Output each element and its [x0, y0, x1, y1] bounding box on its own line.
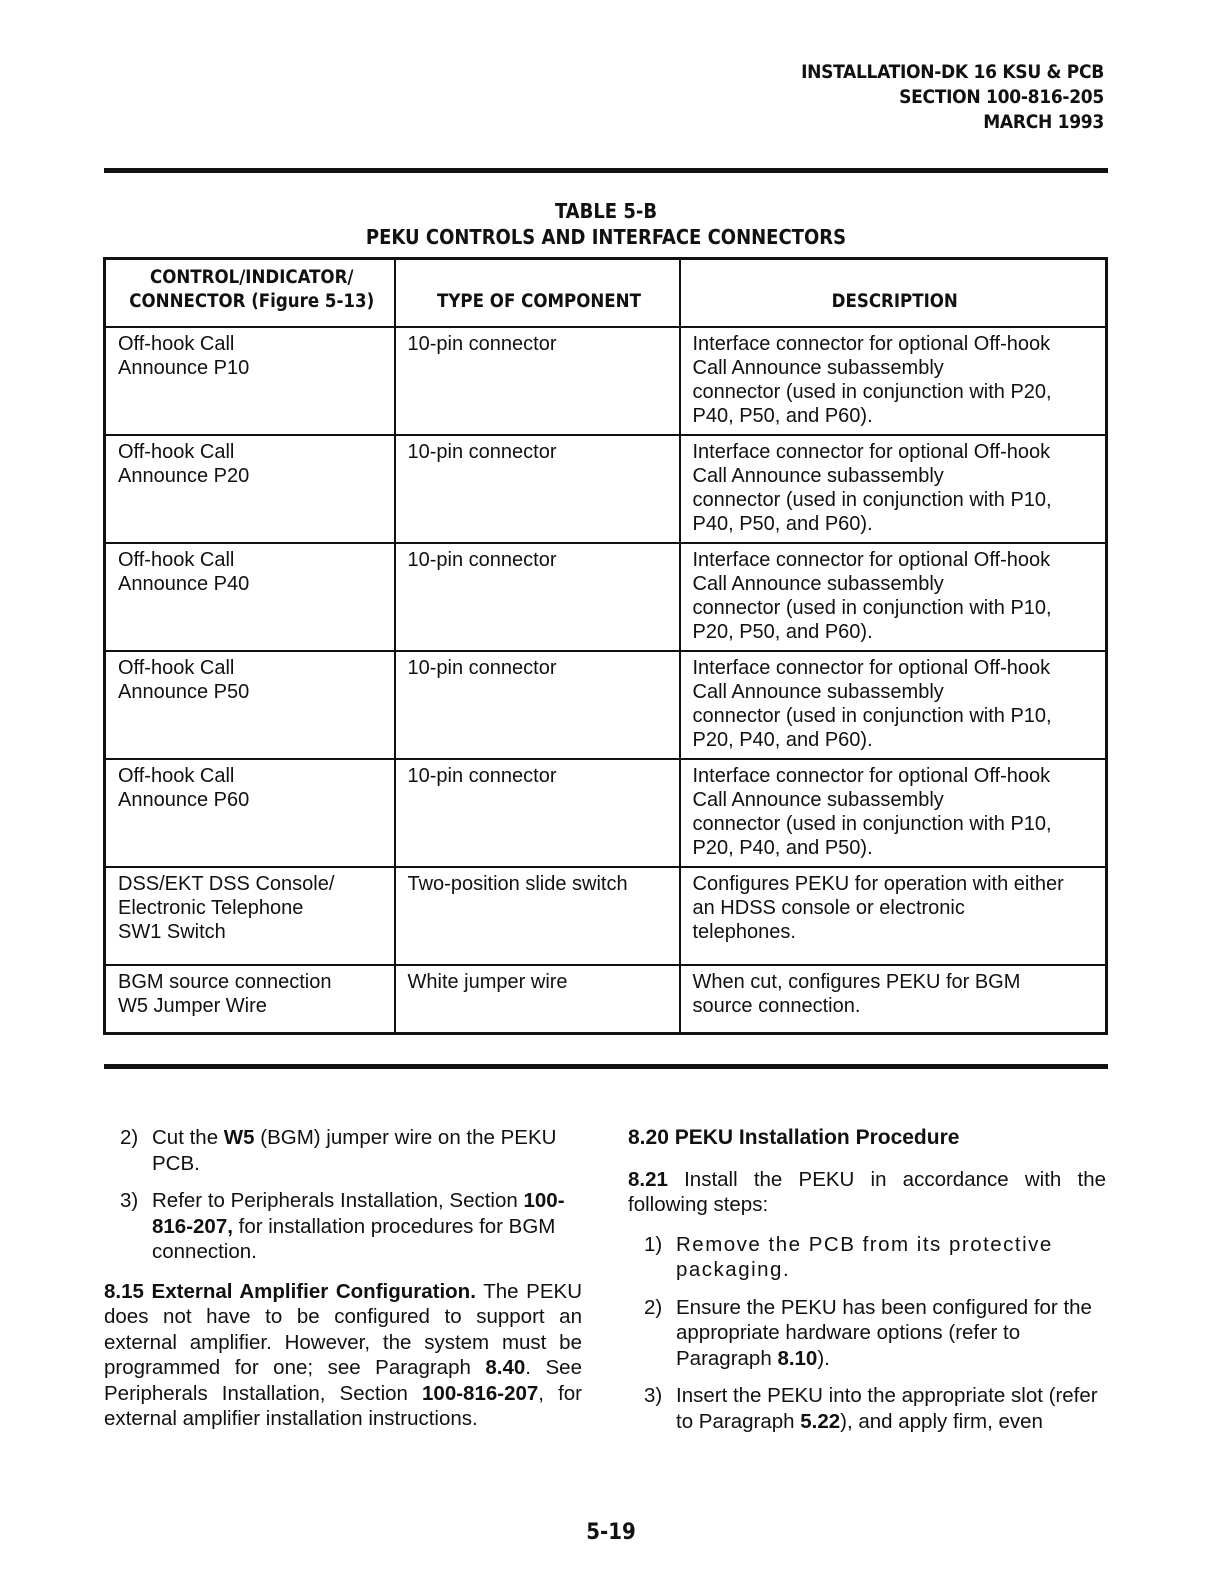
- paragraph-ref: 100-816-207: [422, 1381, 539, 1405]
- step-text: ), and apply firm, even: [840, 1409, 1043, 1433]
- header-date: MARCH 1993: [983, 111, 1104, 133]
- table-caption: [104, 198, 1108, 250]
- column-header-type: TYPE OF COMPONENT: [395, 259, 680, 328]
- description-cell: [680, 867, 1107, 965]
- control-cell: [105, 435, 395, 543]
- type-cell: 10-pin connector: [395, 435, 680, 543]
- control-line: Announce P50: [118, 681, 250, 703]
- control-line: Announce P20: [118, 465, 250, 487]
- step-text: Cut the: [152, 1126, 224, 1149]
- control-cell: [105, 327, 395, 435]
- step-text: Insert the PEKU into the appropriate slot (refer to Paragraph: [676, 1384, 1098, 1433]
- control-line: Electronic Telephone: [118, 897, 304, 919]
- type-cell: 10-pin connector: [395, 651, 680, 759]
- header-title: INSTALLATION-DK 16 KSU & PCB: [801, 61, 1104, 83]
- step-text: Refer to Peripherals Installation, Section: [152, 1189, 524, 1212]
- control-line: Off-hook Call: [118, 657, 235, 679]
- step-ref: W5: [223, 1126, 255, 1149]
- paragraph-text: , for external amplifier installation instructions.: [104, 1381, 582, 1430]
- type-cell: White jumper wire: [395, 965, 680, 1034]
- step-ref: 8.10: [777, 1346, 818, 1370]
- page-number: 5-19: [586, 1520, 636, 1545]
- step-number: 3): [120, 1189, 139, 1212]
- step-ref: 100-816-207,: [152, 1189, 565, 1238]
- table-row: [105, 651, 1107, 759]
- section-heading: 8.20 PEKU Installation Procedure: [628, 1126, 960, 1149]
- type-cell: Two-position slide switch: [395, 867, 680, 965]
- description-line: telephones.: [692, 921, 796, 943]
- control-line: Off-hook Call: [118, 441, 235, 463]
- control-line: Off-hook Call: [118, 765, 235, 787]
- description-line: connector (used in conjunction with P20,: [692, 381, 1052, 403]
- step-number: 2): [644, 1295, 663, 1319]
- paragraph-heading: 8.15 External Amplifier Configuration.: [104, 1279, 476, 1303]
- table-row: [105, 867, 1107, 965]
- description-line: When cut, configures PEKU for BGM: [692, 971, 1021, 993]
- list-item: [628, 1295, 1106, 1372]
- description-line: connector (used in conjunction with P10,: [692, 489, 1052, 511]
- description-line: Interface connector for optional Off-hook: [692, 333, 1051, 355]
- step-number: 2): [120, 1126, 139, 1149]
- left-column: [104, 1125, 582, 1432]
- table-header-row: [105, 259, 1107, 328]
- paragraph-text: Install the PEKU in accordance with the following steps:: [628, 1167, 1106, 1216]
- list-item: [628, 1383, 1106, 1434]
- control-line: Announce P40: [118, 573, 250, 595]
- step-number: 1): [644, 1232, 663, 1256]
- description-line: an HDSS console or electronic: [692, 897, 965, 919]
- control-line: Off-hook Call: [118, 549, 235, 571]
- table-row: [105, 327, 1107, 435]
- control-line: SW1 Switch: [118, 921, 226, 943]
- description-cell: [680, 543, 1107, 651]
- description-line: P20, P40, and P60).: [692, 729, 873, 751]
- step-text: Remove the PCB from its protective packaging.: [676, 1232, 1053, 1281]
- step-ref: 5.22: [800, 1409, 841, 1433]
- control-line: DSS/EKT DSS Console/: [118, 873, 335, 895]
- step-text: (BGM) jumper wire on the PEKU PCB.: [152, 1126, 557, 1175]
- table-subtitle: PEKU CONTROLS AND INTERFACE CONNECTORS: [365, 225, 847, 249]
- paragraph-8-15: [104, 1279, 582, 1432]
- column-header-control: [105, 259, 395, 328]
- description-line: Call Announce subassembly: [692, 357, 944, 379]
- bottom-divider: [104, 1064, 1108, 1069]
- control-line: Announce P60: [118, 789, 250, 811]
- table-row: [105, 543, 1107, 651]
- type-cell: 10-pin connector: [395, 543, 680, 651]
- peku-controls-table: [103, 257, 1108, 1035]
- control-line: Off-hook Call: [118, 333, 235, 355]
- description-line: connector (used in conjunction with P10,: [692, 813, 1052, 835]
- table-row: [105, 435, 1107, 543]
- description-cell: [680, 435, 1107, 543]
- description-cell: [680, 651, 1107, 759]
- description-line: Call Announce subassembly: [692, 789, 944, 811]
- description-line: P40, P50, and P60).: [692, 513, 873, 535]
- column-header-control-line1: CONTROL/INDICATOR/: [150, 267, 354, 288]
- column-header-description: DESCRIPTION: [680, 259, 1107, 328]
- step-text: ).: [817, 1346, 830, 1370]
- description-line: P40, P50, and P60).: [692, 405, 873, 427]
- table-row: [105, 759, 1107, 867]
- description-line: source connection.: [692, 995, 861, 1017]
- control-cell: [105, 543, 395, 651]
- control-cell: [105, 965, 395, 1034]
- step-text: Ensure the PEKU has been configured for the appropriate hardware options (refer to Paragraph: [676, 1295, 1092, 1370]
- description-line: P20, P50, and P60).: [692, 621, 873, 643]
- description-cell: [680, 759, 1107, 867]
- description-line: Configures PEKU for operation with either: [692, 873, 1064, 895]
- table-row: [105, 965, 1107, 1034]
- list-item: [104, 1125, 582, 1176]
- type-cell: 10-pin connector: [395, 327, 680, 435]
- list-item: [104, 1188, 582, 1265]
- description-line: P20, P40, and P50).: [692, 837, 873, 859]
- description-line: Call Announce subassembly: [692, 681, 944, 703]
- page-header: [801, 60, 1104, 135]
- description-line: Call Announce subassembly: [692, 573, 944, 595]
- description-line: Interface connector for optional Off-hook: [692, 765, 1051, 787]
- type-cell: 10-pin connector: [395, 759, 680, 867]
- control-line: Announce P10: [118, 357, 250, 379]
- paragraph-ref: 8.40: [485, 1356, 526, 1379]
- control-line: BGM source connection: [118, 971, 332, 993]
- paragraph-text: The PEKU does not have to be configured to support an external amplifier. However, the system must be programmed for one; see Paragraph: [104, 1279, 582, 1379]
- description-cell: [680, 327, 1107, 435]
- top-divider: [104, 168, 1108, 173]
- description-line: connector (used in conjunction with P10,: [692, 705, 1052, 727]
- paragraph-number: 8.21: [628, 1167, 668, 1191]
- paragraph-8-21: [628, 1167, 1106, 1218]
- control-line: W5 Jumper Wire: [118, 995, 267, 1017]
- description-line: Call Announce subassembly: [692, 465, 944, 487]
- control-cell: [105, 867, 395, 965]
- description-line: connector (used in conjunction with P10,: [692, 597, 1052, 619]
- list-item: [628, 1232, 1106, 1283]
- description-line: Interface connector for optional Off-hook: [692, 549, 1051, 571]
- header-section: SECTION 100-816-205: [899, 86, 1104, 108]
- control-cell: [105, 651, 395, 759]
- control-cell: [105, 759, 395, 867]
- step-text: for installation procedures for BGM connection.: [152, 1214, 556, 1263]
- column-header-control-line2: CONNECTOR (Figure 5-13): [129, 291, 375, 312]
- description-line: Interface connector for optional Off-hook: [692, 441, 1051, 463]
- table-title: TABLE 5-B: [554, 199, 658, 223]
- description-line: Interface connector for optional Off-hook: [692, 657, 1051, 679]
- description-cell: [680, 965, 1107, 1034]
- right-column: [628, 1125, 1106, 1446]
- paragraph-text: . See Peripherals Installation, Section: [104, 1356, 582, 1405]
- step-number: 3): [644, 1384, 663, 1407]
